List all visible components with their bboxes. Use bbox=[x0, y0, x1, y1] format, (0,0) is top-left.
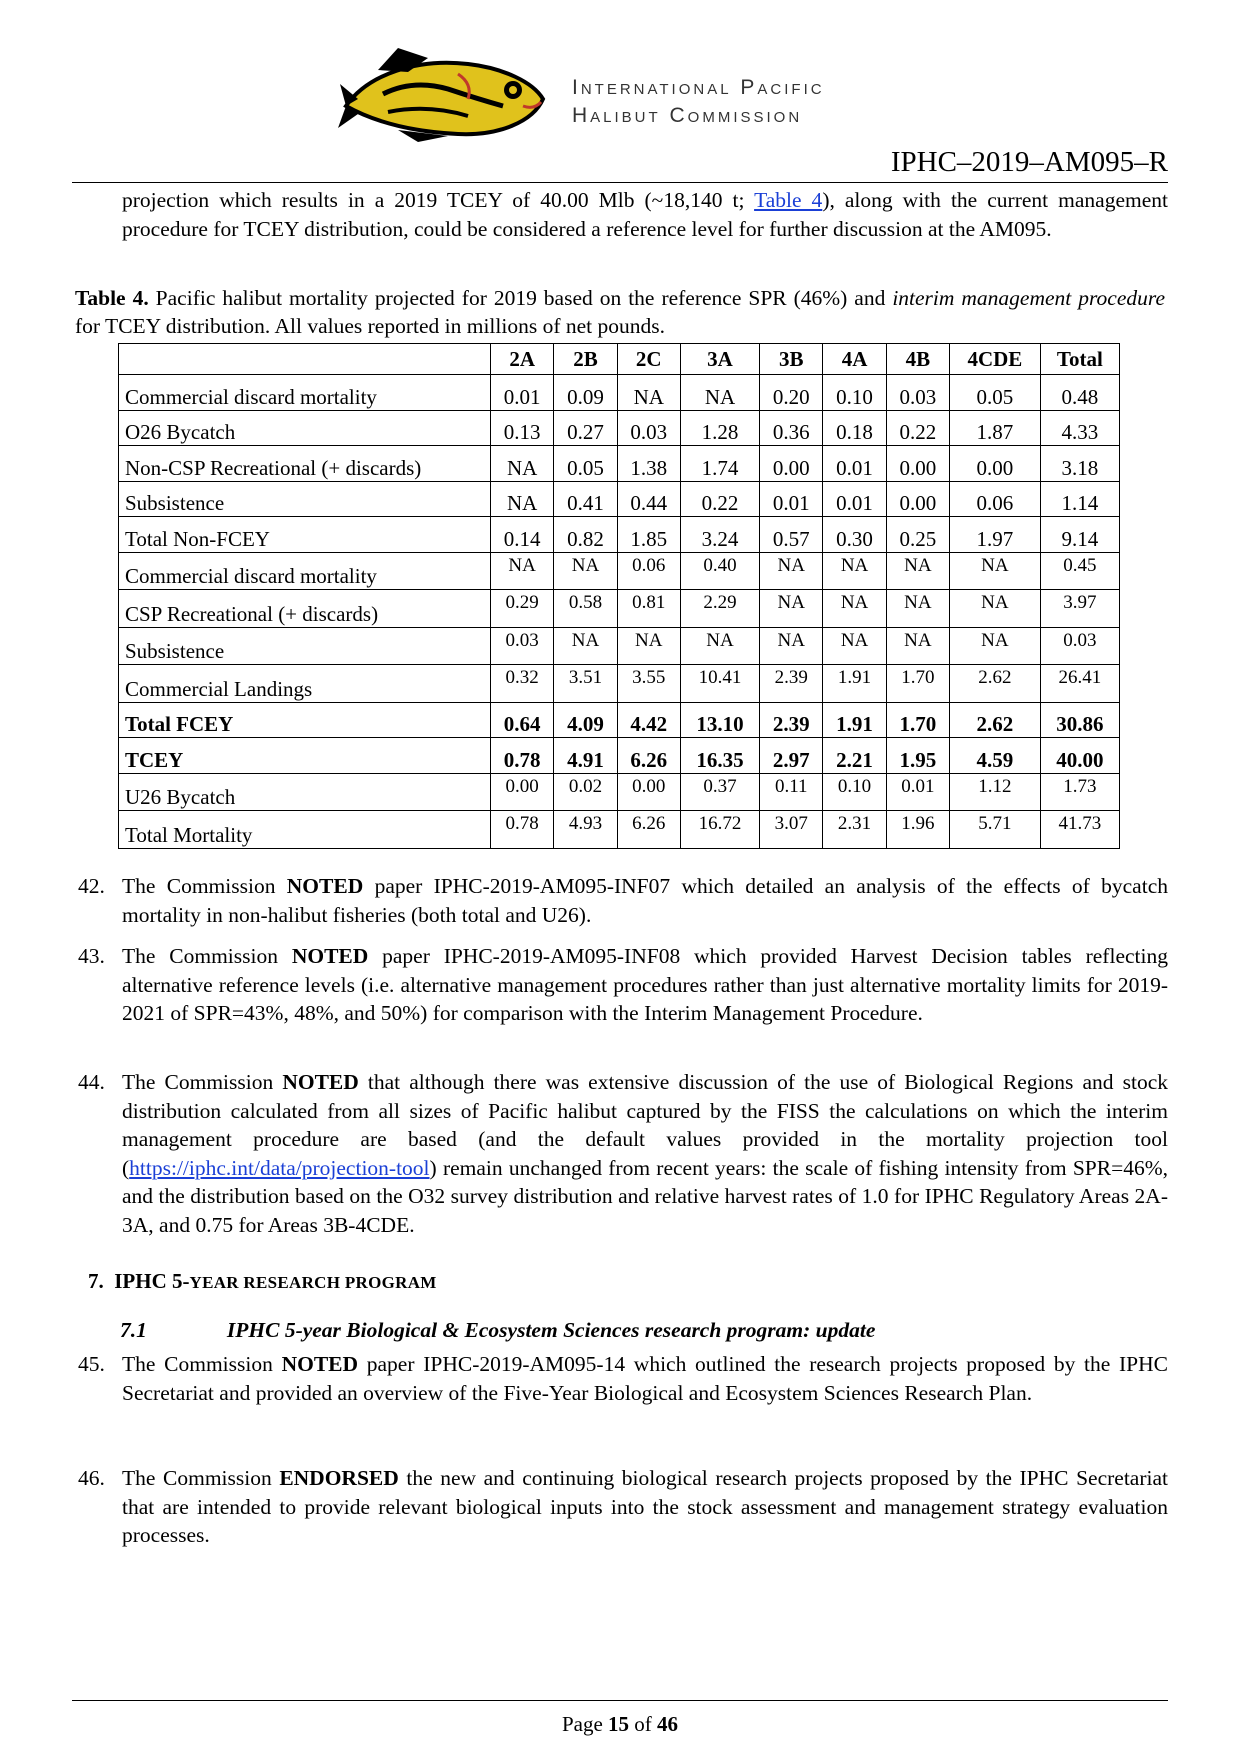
header-cell: 4CDE bbox=[950, 344, 1041, 375]
header-cell-blank bbox=[119, 344, 491, 375]
table-cell: 0.00 bbox=[760, 446, 823, 482]
row-label: Total Mortality bbox=[119, 811, 491, 849]
table-cell: 0.27 bbox=[554, 410, 617, 446]
subsection-title: IPHC 5-year Biological & Ecosystem Sciences research program: update bbox=[226, 1318, 876, 1342]
item-42 bbox=[78, 872, 1168, 929]
mortality-table bbox=[118, 343, 1120, 849]
table-row bbox=[119, 481, 1120, 517]
table-cell: 0.48 bbox=[1040, 375, 1119, 411]
intro-text-1: projection which results in a 2019 TCEY of 40.00 Mlb (~18,140 t; bbox=[122, 188, 755, 212]
table-cell: NA bbox=[823, 627, 886, 665]
table-cell: 0.36 bbox=[760, 410, 823, 446]
table-cell: 0.30 bbox=[823, 517, 886, 553]
table-cell: 16.72 bbox=[680, 811, 759, 849]
item-text: paper IPHC-2019-AM095-14 which outlined the research projects proposed by the IPHC Secretariat and provided an overview of the Five-Year Biological and Ecosystem Sciences Research Plan. bbox=[122, 1352, 1168, 1405]
row-label: Commercial Landings bbox=[119, 665, 491, 703]
table-cell: 0.45 bbox=[1040, 552, 1119, 590]
organization-name bbox=[572, 74, 825, 130]
document-id: IPHC–2019–AM095–R bbox=[890, 146, 1168, 178]
projection-tool-link[interactable]: https://iphc.int/data/projection-tool bbox=[129, 1155, 430, 1180]
item-44 bbox=[78, 1068, 1168, 1239]
item-keyword: NOTED bbox=[282, 1070, 359, 1094]
table-cell: 0.41 bbox=[554, 481, 617, 517]
table-cell: 0.11 bbox=[760, 773, 823, 811]
row-label: CSP Recreational (+ discards) bbox=[119, 590, 491, 628]
header-cell: 4A bbox=[823, 344, 886, 375]
table-cell: 0.78 bbox=[491, 738, 554, 774]
header-cell: 2A bbox=[491, 344, 554, 375]
table-header-row bbox=[119, 344, 1120, 375]
table-cell: 16.35 bbox=[680, 738, 759, 774]
row-label: Non-CSP Recreational (+ discards) bbox=[119, 446, 491, 482]
table-cell: 4.93 bbox=[554, 811, 617, 849]
row-label: Total FCEY bbox=[119, 702, 491, 738]
table-cell: 0.40 bbox=[680, 552, 759, 590]
table-cell: 6.26 bbox=[617, 738, 680, 774]
table-cell: 0.25 bbox=[886, 517, 949, 553]
item-keyword: NOTED bbox=[281, 1352, 359, 1376]
table-cell: NA bbox=[823, 590, 886, 628]
header-cell: Total bbox=[1040, 344, 1119, 375]
table-cell: 1.14 bbox=[1040, 481, 1119, 517]
item-text: ) remain unchanged from recent years: the scale of fishing intensity from SPR=46%, and the distribution based on the O32 survey distribution and relative harvest rates of 1.0 for IPHC Regulatory Areas 2A-3A, and 0.75 for Areas 3B-4CDE. bbox=[122, 1155, 1168, 1237]
table-cell: 1.91 bbox=[823, 702, 886, 738]
header-cell: 2C bbox=[617, 344, 680, 375]
table-cell: 3.55 bbox=[617, 665, 680, 703]
table-cell: 2.97 bbox=[760, 738, 823, 774]
table-row bbox=[119, 552, 1120, 590]
table-cell: 2.29 bbox=[680, 590, 759, 628]
item-text: that although there was extensive discussion of the use of Biological Regions and stock distribution calculated from all sizes of Pacific halibut captured by the FISS the calculations on which the interim management procedure are based (and the default values provided in the mortality projection tool ( bbox=[122, 1070, 1168, 1180]
table-cell: 1.73 bbox=[1040, 773, 1119, 811]
table-cell: 0.29 bbox=[491, 590, 554, 628]
item-number: 46. bbox=[78, 1466, 105, 1490]
table-row bbox=[119, 773, 1120, 811]
table-row bbox=[119, 811, 1120, 849]
table-cell: 3.51 bbox=[554, 665, 617, 703]
table-cell: 26.41 bbox=[1040, 665, 1119, 703]
table-cell: NA bbox=[823, 552, 886, 590]
halibut-logo-icon bbox=[338, 44, 563, 144]
org-line-2: Halibut Commission bbox=[572, 104, 803, 127]
table-cell: 4.59 bbox=[950, 738, 1041, 774]
item-text: paper IPHC-2019-AM095-INF07 which detailed an analysis of the effects of bycatch mortality in non-halibut fisheries (both total and U26). bbox=[122, 874, 1168, 927]
row-label: TCEY bbox=[119, 738, 491, 774]
section-number: 7. bbox=[88, 1269, 104, 1293]
table-caption-text-2: for TCEY distribution. All values reported in millions of net pounds. bbox=[75, 314, 666, 338]
table-cell: 0.03 bbox=[617, 410, 680, 446]
table-cell: 2.31 bbox=[823, 811, 886, 849]
table-cell: 40.00 bbox=[1040, 738, 1119, 774]
table-4-link[interactable]: Table 4 bbox=[754, 188, 823, 212]
table-cell: NA bbox=[950, 627, 1041, 665]
header-divider bbox=[72, 182, 1168, 183]
header-cell: 3A bbox=[680, 344, 759, 375]
table-cell: NA bbox=[617, 375, 680, 411]
table-cell: 0.13 bbox=[491, 410, 554, 446]
table-cell: NA bbox=[617, 627, 680, 665]
item-number: 42. bbox=[78, 874, 105, 898]
item-text: The Commission bbox=[122, 944, 292, 968]
intro-text-2: ), along with the current management procedure for TCEY distribution, could be considered a reference level for further discussion at the AM095. bbox=[122, 188, 1168, 241]
table-row bbox=[119, 738, 1120, 774]
table-cell: NA bbox=[950, 552, 1041, 590]
subsection-number: 7.1 bbox=[120, 1318, 147, 1342]
table-row bbox=[119, 665, 1120, 703]
item-text: The Commission bbox=[122, 1352, 282, 1376]
table-cell: 0.01 bbox=[823, 446, 886, 482]
org-line-1: International Pacific bbox=[572, 76, 825, 99]
table-cell: 3.24 bbox=[680, 517, 759, 553]
table-cell: 0.14 bbox=[491, 517, 554, 553]
table-cell: NA bbox=[680, 375, 759, 411]
item-text: the new and continuing biological research projects proposed by the IPHC Secretariat that are intended to provide relevant biological inputs into the stock assessment and management strategy evaluation processes. bbox=[122, 1466, 1168, 1547]
table-cell: 0.22 bbox=[886, 410, 949, 446]
table-cell: 1.95 bbox=[886, 738, 949, 774]
table-cell: NA bbox=[491, 446, 554, 482]
table-cell: 0.03 bbox=[1040, 627, 1119, 665]
item-43 bbox=[78, 942, 1168, 1028]
row-label: Subsistence bbox=[119, 481, 491, 517]
table-row bbox=[119, 375, 1120, 411]
row-label: Subsistence bbox=[119, 627, 491, 665]
section-title-a: IPHC 5- bbox=[114, 1269, 190, 1293]
table-cell: 1.70 bbox=[886, 702, 949, 738]
table-cell: 0.00 bbox=[617, 773, 680, 811]
table-row bbox=[119, 446, 1120, 482]
item-text: paper IPHC-2019-AM095-INF08 which provided Harvest Decision tables reflecting alternative reference levels (i.e. alternative management procedures rather than just alternative mortality limits for 2019-2021 of SPR=43%, 48%, and 50%) for comparison with the Interim Management Procedure. bbox=[122, 944, 1168, 1025]
header-cell: 3B bbox=[760, 344, 823, 375]
table-cell: 0.22 bbox=[680, 481, 759, 517]
item-46 bbox=[78, 1464, 1168, 1550]
item-text: The Commission bbox=[122, 1070, 283, 1094]
table-cell: 1.96 bbox=[886, 811, 949, 849]
table-cell: 1.74 bbox=[680, 446, 759, 482]
table-cell: 0.37 bbox=[680, 773, 759, 811]
page-footer bbox=[0, 1712, 1240, 1737]
header-cell: 2B bbox=[554, 344, 617, 375]
table-cell: 0.00 bbox=[886, 481, 949, 517]
table-cell: 0.03 bbox=[491, 627, 554, 665]
table-cell: 4.91 bbox=[554, 738, 617, 774]
table-cell: 0.06 bbox=[950, 481, 1041, 517]
table-cell: 30.86 bbox=[1040, 702, 1119, 738]
table-cell: 0.01 bbox=[491, 375, 554, 411]
table-cell: 0.09 bbox=[554, 375, 617, 411]
table-cell: 0.05 bbox=[554, 446, 617, 482]
footer-mid: of bbox=[629, 1712, 658, 1736]
header-cell: 4B bbox=[886, 344, 949, 375]
item-text: The Commission bbox=[122, 1466, 280, 1490]
table-cell: NA bbox=[760, 627, 823, 665]
table-cell: 4.42 bbox=[617, 702, 680, 738]
table-row bbox=[119, 410, 1120, 446]
table-cell: NA bbox=[491, 552, 554, 590]
table-cell: 0.01 bbox=[886, 773, 949, 811]
table-cell: 0.06 bbox=[617, 552, 680, 590]
table-cell: 1.97 bbox=[950, 517, 1041, 553]
table-row bbox=[119, 590, 1120, 628]
footer-prefix: Page bbox=[561, 1712, 609, 1736]
table-cell: 4.33 bbox=[1040, 410, 1119, 446]
table-cell: 0.00 bbox=[886, 446, 949, 482]
item-number: 43. bbox=[78, 944, 105, 968]
table-cell: 0.03 bbox=[886, 375, 949, 411]
item-number: 45. bbox=[78, 1352, 105, 1376]
table-cell: NA bbox=[554, 627, 617, 665]
item-text: The Commission bbox=[122, 874, 287, 898]
table-cell: 2.62 bbox=[950, 702, 1041, 738]
table-cell: 1.38 bbox=[617, 446, 680, 482]
table-cell: 13.10 bbox=[680, 702, 759, 738]
table-cell: 0.20 bbox=[760, 375, 823, 411]
table-cell: 0.18 bbox=[823, 410, 886, 446]
table-cell: 0.78 bbox=[491, 811, 554, 849]
row-label: Total Non-FCEY bbox=[119, 517, 491, 553]
table-cell: 0.00 bbox=[491, 773, 554, 811]
total-pages: 46 bbox=[657, 1712, 679, 1736]
table-cell: NA bbox=[554, 552, 617, 590]
table-cell: 1.91 bbox=[823, 665, 886, 703]
table-cell: 0.57 bbox=[760, 517, 823, 553]
table-cell: 0.58 bbox=[554, 590, 617, 628]
table-cell: 5.71 bbox=[950, 811, 1041, 849]
intro-paragraph bbox=[122, 186, 1168, 243]
table-cell: 1.12 bbox=[950, 773, 1041, 811]
footer-divider bbox=[72, 1700, 1168, 1701]
row-label: O26 Bycatch bbox=[119, 410, 491, 446]
table-cell: 41.73 bbox=[1040, 811, 1119, 849]
table-cell: NA bbox=[760, 590, 823, 628]
table-row bbox=[119, 627, 1120, 665]
subsection-heading bbox=[120, 1318, 875, 1343]
section-title-b: YEAR RESEARCH PROGRAM bbox=[189, 1273, 437, 1292]
table-caption bbox=[75, 284, 1165, 340]
row-label: Commercial discard mortality bbox=[119, 552, 491, 590]
table-caption-italic: interim management procedure bbox=[892, 286, 1165, 310]
table-cell: 0.82 bbox=[554, 517, 617, 553]
table-cell: 0.64 bbox=[491, 702, 554, 738]
table-cell: 4.09 bbox=[554, 702, 617, 738]
table-cell: 0.44 bbox=[617, 481, 680, 517]
table-cell: 0.32 bbox=[491, 665, 554, 703]
item-keyword: ENDORSED bbox=[279, 1466, 399, 1490]
table-cell: 0.01 bbox=[823, 481, 886, 517]
table-cell: 0.05 bbox=[950, 375, 1041, 411]
current-page: 15 bbox=[608, 1712, 630, 1736]
table-cell: NA bbox=[491, 481, 554, 517]
row-label: Commercial discard mortality bbox=[119, 375, 491, 411]
item-keyword: NOTED bbox=[286, 874, 364, 898]
table-cell: 3.18 bbox=[1040, 446, 1119, 482]
table-cell: 1.70 bbox=[886, 665, 949, 703]
section-heading bbox=[88, 1269, 437, 1294]
table-cell: 0.10 bbox=[823, 773, 886, 811]
table-caption-text-1: Pacific halibut mortality projected for 2019 based on the reference SPR (46%) and bbox=[148, 286, 893, 310]
table-cell: 10.41 bbox=[680, 665, 759, 703]
table-cell: 1.85 bbox=[617, 517, 680, 553]
table-cell: 2.62 bbox=[950, 665, 1041, 703]
table-cell: NA bbox=[950, 590, 1041, 628]
table-cell: 1.87 bbox=[950, 410, 1041, 446]
item-keyword: NOTED bbox=[291, 944, 369, 968]
table-cell: 1.28 bbox=[680, 410, 759, 446]
row-label: U26 Bycatch bbox=[119, 773, 491, 811]
table-row bbox=[119, 517, 1120, 553]
table-caption-label: Table 4. bbox=[75, 286, 149, 310]
table-cell: NA bbox=[760, 552, 823, 590]
table-cell: 0.81 bbox=[617, 590, 680, 628]
item-number: 44. bbox=[78, 1070, 105, 1094]
item-45 bbox=[78, 1350, 1168, 1407]
table-cell: NA bbox=[886, 552, 949, 590]
table-cell: 0.01 bbox=[760, 481, 823, 517]
table-row bbox=[119, 702, 1120, 738]
table-cell: 0.02 bbox=[554, 773, 617, 811]
table-cell: 3.97 bbox=[1040, 590, 1119, 628]
table-cell: 0.10 bbox=[823, 375, 886, 411]
table-cell: NA bbox=[886, 590, 949, 628]
table-cell: 9.14 bbox=[1040, 517, 1119, 553]
table-cell: NA bbox=[680, 627, 759, 665]
table-cell: 2.39 bbox=[760, 702, 823, 738]
table-cell: 6.26 bbox=[617, 811, 680, 849]
table-cell: 2.21 bbox=[823, 738, 886, 774]
table-cell: 3.07 bbox=[760, 811, 823, 849]
table-cell: 0.00 bbox=[950, 446, 1041, 482]
table-cell: NA bbox=[886, 627, 949, 665]
table-cell: 2.39 bbox=[760, 665, 823, 703]
